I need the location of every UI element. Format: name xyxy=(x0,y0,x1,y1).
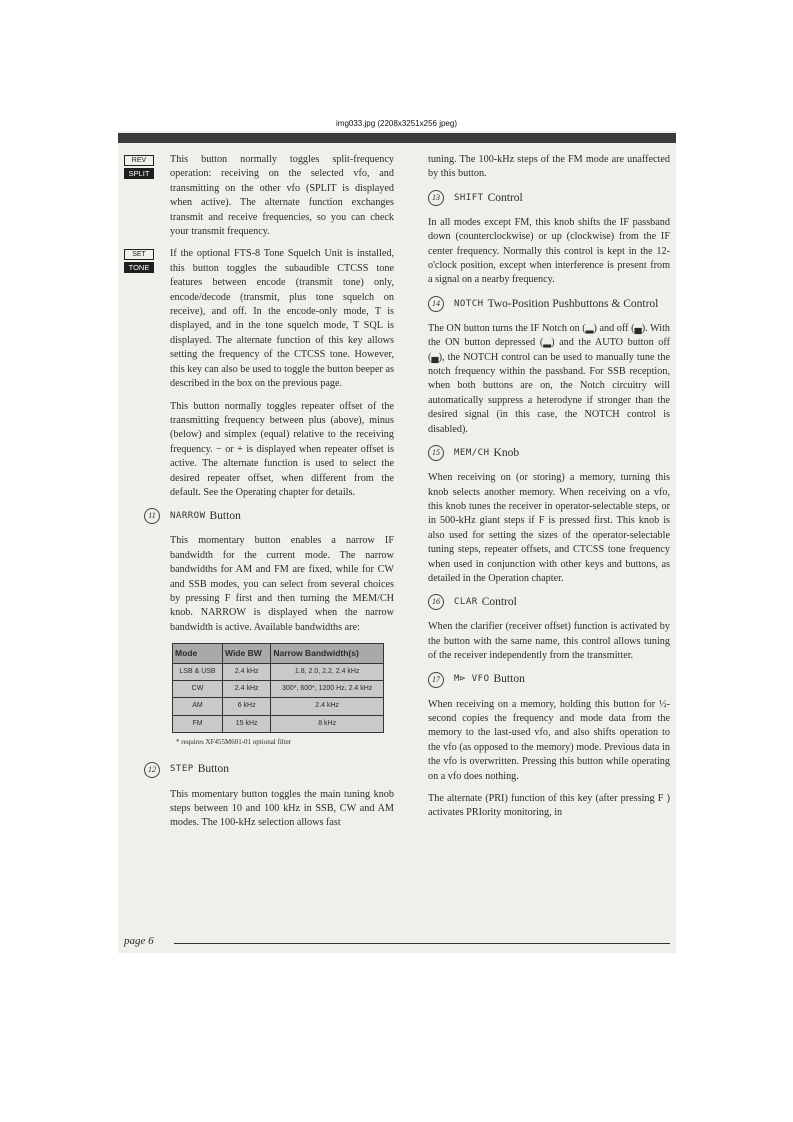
split-label: SPLIT xyxy=(124,168,154,179)
page-number: page 6 xyxy=(124,935,154,947)
rev-split-key-icon xyxy=(124,155,156,179)
number-badge: 13 xyxy=(428,190,444,206)
table-cell: 8 kHz xyxy=(271,715,384,732)
table-cell: 6 kHz xyxy=(223,698,271,715)
heading-14 xyxy=(428,296,670,312)
table-row xyxy=(173,715,384,732)
heading-title: Two-Position Pushbuttons & Control xyxy=(487,297,659,310)
table-row xyxy=(173,698,384,715)
repeater-paragraph: This button normally toggles repeater offset of the transmitting frequency between plus (above), minus (below) and simplex (equal) relative to the receiving frequency. − or + is displayed when repeater offset is active. The alternate function is used to select the desired repeater offset, when different from the default. See the Operating chapter for details. xyxy=(170,400,394,498)
table-row xyxy=(173,663,384,680)
top-band xyxy=(118,133,676,143)
heading-title: Knob xyxy=(493,446,520,459)
heading-11 xyxy=(144,508,394,524)
table-cell: 15 kHz xyxy=(223,715,271,732)
table-cell: AM xyxy=(173,698,223,715)
tone-label: TONE xyxy=(124,262,154,273)
shift-paragraph: In all modes except FM, this knob shifts the IF passband down (counterclockwise) or up (clockwise) from the IF center frequency. Normally this control is kept in the 12-o'clock position, except when interference is present from a signal on a nearby frequency. xyxy=(428,216,670,286)
heading-title: Button xyxy=(209,510,241,523)
notch-paragraph: The ON button turns the IF Notch on (▂) and off (▄). With the ON button depressed (▂) and the AUTO button off (▄), the NOTCH control can be used to manually tune the notch frequency within the passband. For SSB reception, when both buttons are on, the Notch circuitry will automatically suppress a heterodyne if stronger than the desired signal (in this case, the NOTCH control is disabled). xyxy=(428,322,670,435)
set-tone-section xyxy=(128,247,394,391)
manual-page xyxy=(118,131,676,953)
set-label: SET xyxy=(124,249,154,260)
heading-title: Button xyxy=(493,673,525,686)
table-cell: 2.4 kHz xyxy=(271,698,384,715)
table-cell: 2.4 kHz xyxy=(223,681,271,698)
heading-12 xyxy=(144,762,394,778)
number-badge: 16 xyxy=(428,594,444,610)
priority-paragraph: The alternate (PRI) function of this key (after pressing F ) activates PRIority monitoring, in xyxy=(428,793,670,819)
right-column xyxy=(428,153,670,829)
rev-label: REV xyxy=(124,155,154,166)
clar-paragraph: When the clarifier (receiver offset) function is activated by the button with the same name, this control allows tuning of the receiver independently from the transmitter. xyxy=(428,621,670,662)
heading-17 xyxy=(428,672,670,688)
table-row xyxy=(173,681,384,698)
bandwidth-table xyxy=(172,643,384,733)
number-badge: 14 xyxy=(428,296,444,312)
table-header: Mode xyxy=(173,644,223,663)
table-cell: 2.4 kHz xyxy=(223,663,271,680)
key-label: STEP xyxy=(170,764,194,775)
mvfo-paragraph: When receiving on a memory, holding this button for ½-second copies the frequency and mode data from the memory to the last-used vfo, and also shifts operation to the vfo (as opposed to the memory) mode. Previous data in the vfo is overwritten. Pressing this button while operating on a vfo does nothing. xyxy=(428,698,670,782)
table-header: Narrow Bandwidth(s) xyxy=(271,644,384,663)
table-cell: 1.8, 2.0, 2.2, 2.4 kHz xyxy=(271,663,384,680)
key-label: NARROW xyxy=(170,511,206,522)
key-label: CLAR xyxy=(454,597,478,608)
number-badge: 15 xyxy=(428,445,444,461)
image-caption: img033.jpg (2208x3251x256 jpeg) xyxy=(336,119,457,128)
table-cell: CW xyxy=(173,681,223,698)
heading-title: Control xyxy=(481,596,517,609)
narrow-paragraph: This momentary button enables a narrow IF bandwidth for the current mode. The narrow bandwidths for AM and FM are fixed, while for CW and SSB modes, you can select from several choices by pressing F first and then turning the MEM/CH knob. NARROW is displayed when the narrow bandwidth is active. Available bandwidths are: xyxy=(170,535,394,633)
number-badge: 17 xyxy=(428,672,444,688)
heading-title: Control xyxy=(487,191,523,204)
continued-paragraph: tuning. The 100-kHz steps of the FM mode are unaffected by this button. xyxy=(428,154,670,180)
key-label: MEM/CH xyxy=(454,447,490,458)
heading-15 xyxy=(428,445,670,461)
number-badge: 12 xyxy=(144,762,160,778)
key-label: M⊳ VFO xyxy=(454,674,490,685)
table-header: Wide BW xyxy=(223,644,271,663)
set-tone-key-icon xyxy=(124,249,156,273)
left-column xyxy=(128,153,394,839)
rev-split-section xyxy=(128,153,394,239)
split-paragraph: This button normally toggles split-frequency operation: receiving on the selected vfo, and transmitting on the other vfo (SPLIT is displayed when active). The alternate function exchanges transmit and receive frequencies, so you can check your transmit frequency. xyxy=(170,154,394,238)
table-cell: FM xyxy=(173,715,223,732)
heading-13 xyxy=(428,190,670,206)
memch-paragraph: When receiving on (or storing) a memory, turning this knob selects another memory. When receiving on a vfo, this knob tunes the receiver in operator-selectable steps, or in 500-kHz giant steps if F is pressed first. This knob is also used for setting the sizes of the operator-selectable tuning steps, repeater offsets, and CTCSS tone frequency when used in conjunction with other keys and buttons, as detailed in the Operation chapter. xyxy=(428,472,670,584)
table-cell: LSB & USB xyxy=(173,663,223,680)
table-cell: 300*, 600*, 1200 Hz, 2.4 kHz xyxy=(271,681,384,698)
key-label: NOTCH xyxy=(454,298,484,309)
step-paragraph: This momentary button toggles the main tuning knob steps between 10 and 100 kHz in SSB, CW and AM modes. The 100-kHz selection allows fast xyxy=(170,788,394,829)
table-footnote: * requires XF455M601-01 optional filter xyxy=(176,738,292,747)
key-label: SHIFT xyxy=(454,192,484,203)
tone-paragraph: If the optional FTS-8 Tone Squelch Unit is installed, this button toggles the subaudible CTCSS tone features between encode (transmit tone) only, encode/decode (transmit, plus tone squelch on receive), and off. In the encode-only mode, T is displayed, and in the tone squelch mode, T SQL is displayed. The alternate function of this key allows setting the frequency of the CTCSS tone. However, this key can also be used to toggle the button beeper as described in the box on the previous page. xyxy=(170,248,394,390)
heading-16 xyxy=(428,594,670,610)
number-badge: 11 xyxy=(144,508,160,524)
heading-title: Button xyxy=(197,763,229,776)
footer-rule xyxy=(174,943,670,944)
